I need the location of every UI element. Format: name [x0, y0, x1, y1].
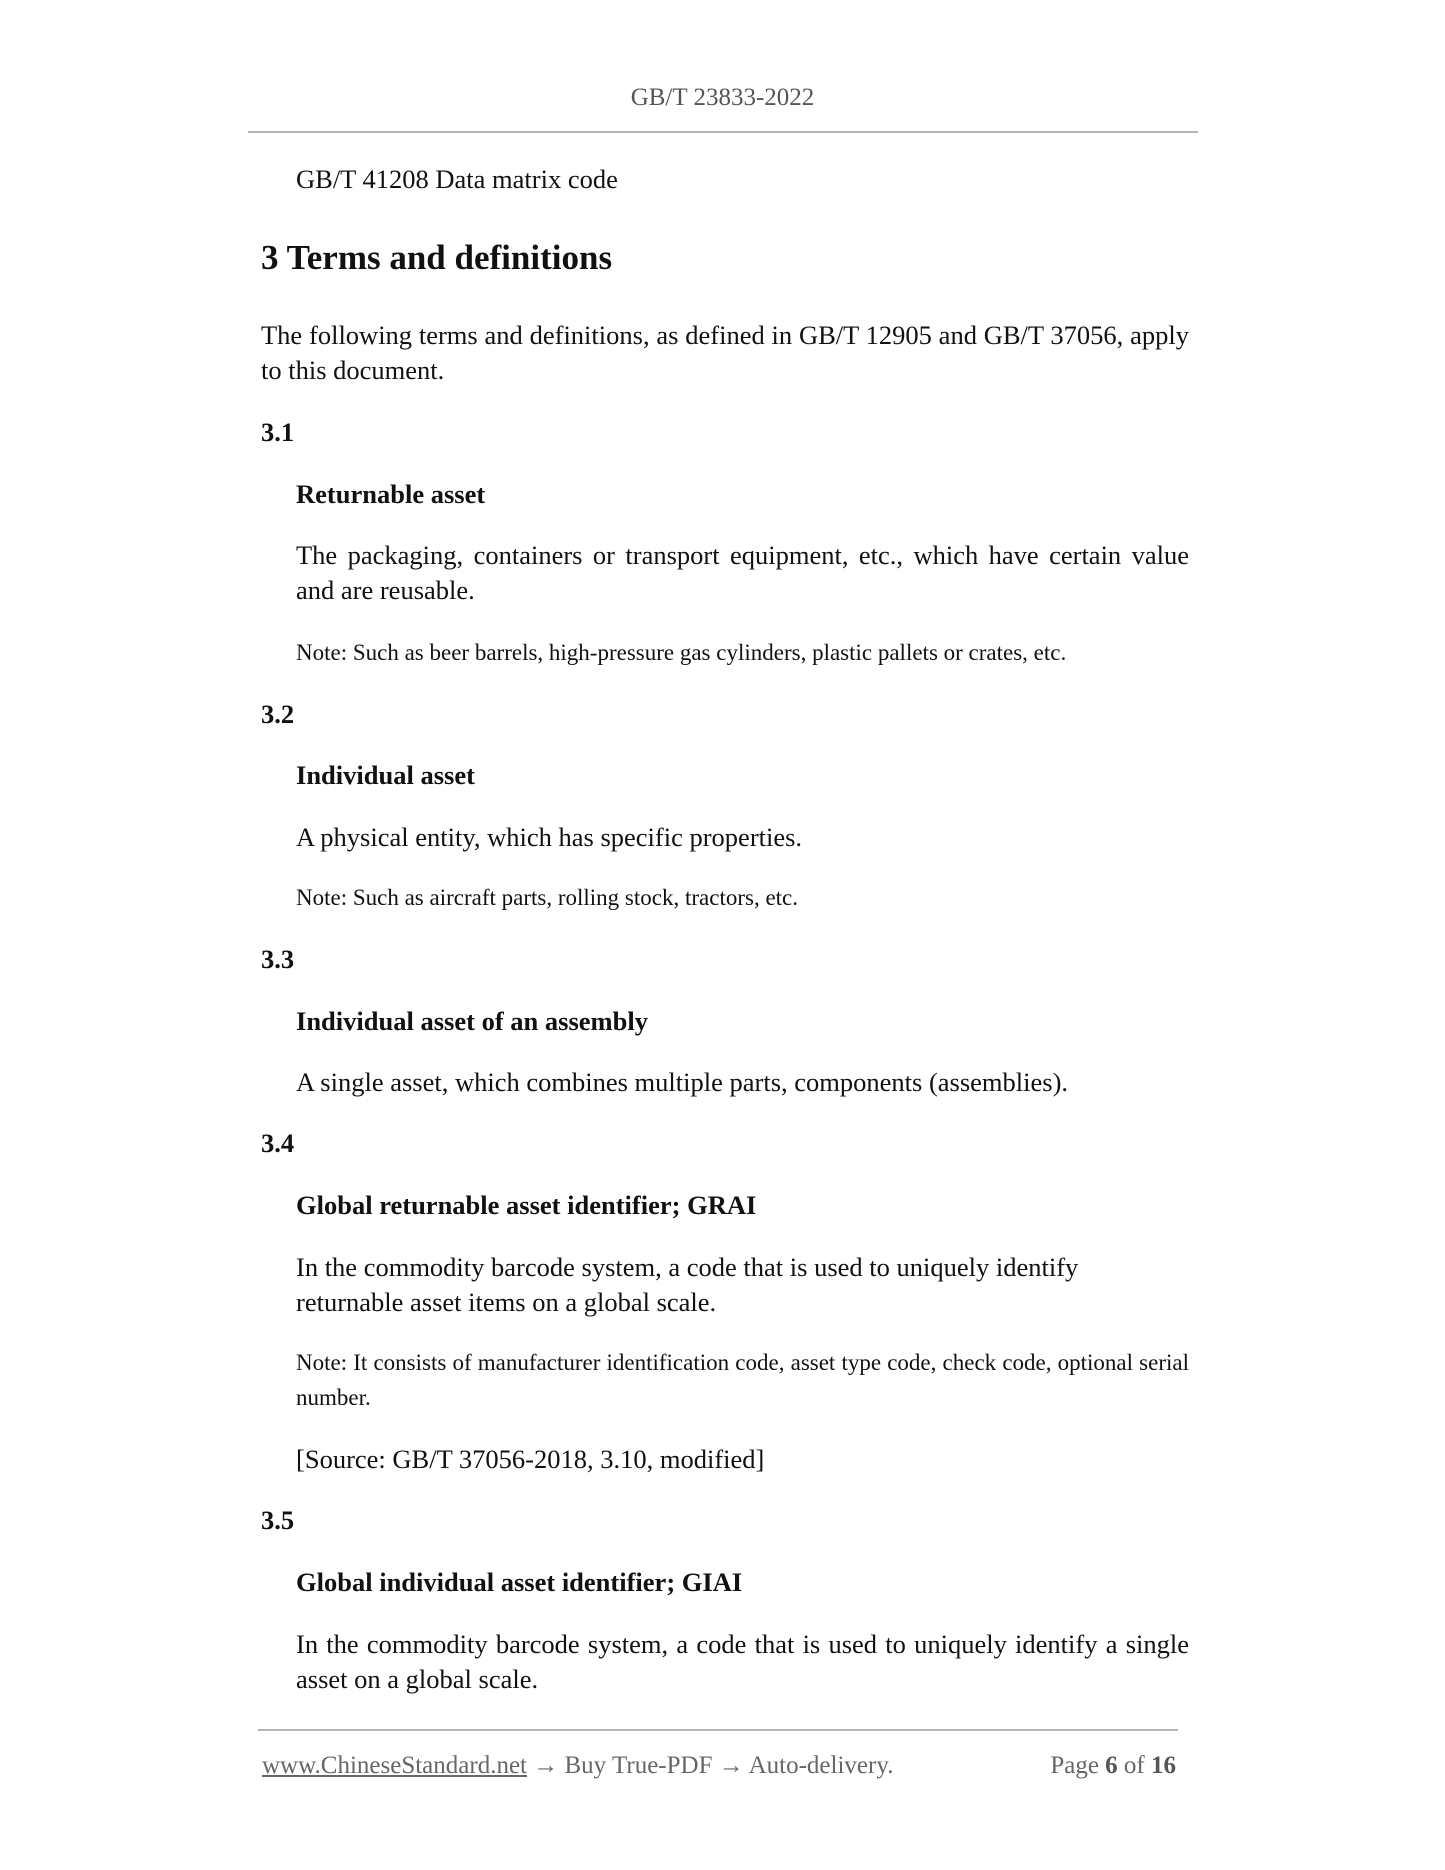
footer-divider: [258, 1729, 1178, 1731]
term-definition: The packaging, containers or transport equipment, etc., which have certain value and are reusable.: [296, 540, 1189, 605]
term-title: Global individual asset identifier; GIAI: [296, 1567, 743, 1597]
buy-pdf-text: Buy True-PDF: [564, 1752, 713, 1779]
arrow-right-icon: →: [718, 1752, 744, 1779]
section-intro: The following terms and definitions, as defined in GB/T 12905 and GB/T 37056, apply to this document.: [261, 320, 1189, 385]
clause-number: 3.5: [261, 1505, 295, 1535]
term-definition: A physical entity, which has specific properties.: [296, 822, 803, 852]
term-note: Note: It consists of manufacturer identification code, asset type code, check code, optional serial number.: [296, 1350, 1189, 1410]
clause-number: 3.2: [261, 699, 295, 729]
term-definition: A single asset, which combines multiple parts, components (assemblies).: [296, 1067, 1069, 1097]
term-title: Global returnable asset identifier; GRAI: [296, 1190, 757, 1220]
term-source: [Source: GB/T 37056-2018, 3.10, modified]: [296, 1444, 765, 1474]
term-title: Individual asset of an assembly: [296, 1006, 648, 1036]
term-title: Individual asset: [296, 760, 475, 790]
auto-delivery-text: Auto-delivery.: [748, 1752, 894, 1779]
section-title: 3 Terms and definitions: [261, 238, 613, 277]
clause-number: 3.1: [261, 417, 295, 447]
clause-number: 3.3: [261, 944, 295, 974]
header-divider: [248, 131, 1198, 133]
page-label: Page: [1050, 1752, 1099, 1779]
normative-reference-line: GB/T 41208 Data matrix code: [296, 164, 618, 194]
term-definition: In the commodity barcode system, a code that is used to uniquely identify a single asset on a global scale.: [296, 1629, 1189, 1694]
term-note: Note: Such as beer barrels, high-pressure gas cylinders, plastic pallets or crates, etc.: [296, 640, 1067, 665]
term-definition: In the commodity barcode system, a code that is used to uniquely identify returnable asset items on a global scale.: [296, 1252, 1079, 1317]
site-link[interactable]: www.ChineseStandard.net: [262, 1752, 527, 1779]
page-indicator: [1050, 1750, 1176, 1782]
term-note: Note: Such as aircraft parts, rolling stock, tractors, etc.: [296, 885, 799, 910]
term-title: Returnable asset: [296, 479, 486, 509]
current-page-number: 6: [1105, 1752, 1118, 1779]
document-header: GB/T 23833-2022: [630, 84, 815, 111]
clause-number: 3.4: [261, 1128, 295, 1158]
total-page-number: 16: [1151, 1752, 1176, 1779]
arrow-right-icon: →: [533, 1752, 559, 1779]
of-label: of: [1123, 1752, 1145, 1779]
footer-promo: [262, 1750, 893, 1782]
